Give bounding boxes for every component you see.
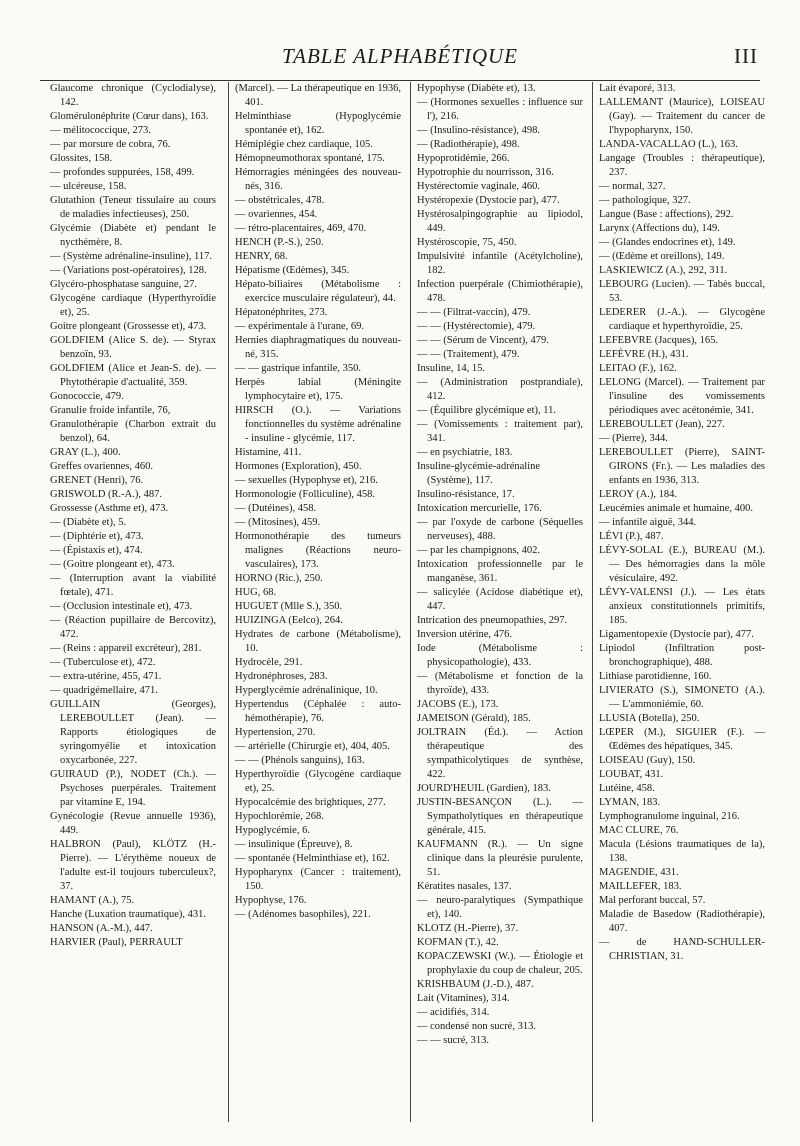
index-entry: — salicylée (Acidose diabétique et), 447. xyxy=(417,587,583,612)
index-entry: Insulino-résistance, 17. xyxy=(417,489,515,500)
index-entry: Gonococcie, 479. xyxy=(50,391,124,402)
index-entry: — (Réaction pupillaire de Bercovitz), 472. xyxy=(50,615,216,640)
index-entry: Hépatisme (Œdèmes), 345. xyxy=(235,265,350,276)
index-entry: LEBOURG (Lucien). — Tabès buccal, 53. xyxy=(599,279,765,304)
index-entry: Glycéro-phosphatase sanguine, 27. xyxy=(50,279,197,290)
index-entry: — spontanée (Helminthiase et), 162. xyxy=(235,853,390,864)
index-entry: Glossites, 158. xyxy=(50,153,113,164)
index-entry: — (Système adrénaline-insuline), 117. xyxy=(50,251,213,262)
index-entry: — en psychiatrie, 183. xyxy=(417,447,513,458)
index-entry: — acidifiés, 314. xyxy=(417,1007,490,1018)
index-entry: — (Tuberculose et), 472. xyxy=(50,657,156,668)
index-entry: Hormonothérapie des tumeurs malignes (Réactions neuro-vasculaires), 173. xyxy=(235,531,401,570)
index-entry: Hypoglycémie, 6. xyxy=(235,825,310,836)
index-entry: Glycogène cardiaque (Hyperthyroïdie et), 25. xyxy=(50,293,216,318)
index-entry: Greffes ovariennes, 460. xyxy=(50,461,154,472)
index-entry: — (Interruption avant la viabilité fœtale), 471. xyxy=(50,573,216,598)
index-entry: LYMAN, 183. xyxy=(599,797,661,808)
index-entry: Hystéropexie (Dystocie par), 477. xyxy=(417,195,560,206)
index-entry: — — (Phénols sanguins), 163. xyxy=(235,755,365,766)
index-entry: Mal perforant buccal, 57. xyxy=(599,895,706,906)
index-entry: — sexuelles (Hypophyse et), 216. xyxy=(235,475,378,486)
index-entry: LEDERER (J.-A.). — Glycogène cardiaque et hyperthyroïdie, 25. xyxy=(599,307,765,332)
index-entry: — obstétricales, 478. xyxy=(235,195,325,206)
index-entry: HARVIER (Paul), PERRAULT xyxy=(50,937,183,948)
index-entry: — expérimentale à l'urane, 69. xyxy=(235,321,365,332)
page-title: TABLE ALPHABÉTIQUE xyxy=(282,44,518,68)
index-entry: Hormonologie (Folliculine), 458. xyxy=(235,489,375,500)
page-header xyxy=(40,40,760,81)
index-entry: Langue (Base : affections), 292. xyxy=(599,209,734,220)
index-entry: — (Radiothérapie), 498. xyxy=(417,139,520,150)
index-entry: Hypertension, 270. xyxy=(235,727,316,738)
index-entry: Lutéine, 458. xyxy=(599,783,655,794)
index-entry: — neuro-paralytiques (Sympathique et), 140. xyxy=(417,895,583,920)
index-entry: Hystérosalpingographie au lipiodol, 449. xyxy=(417,209,583,234)
index-entry: GUIRAUD (P.), NODET (Ch.). — Psychoses puerpérales. Traitement par vitamine E, 194. xyxy=(50,769,216,808)
index-entry: — (Mitosines), 459. xyxy=(235,517,321,528)
index-entry: KAUFMANN (R.). — Un signe clinique dans la pleurésie purulente, 51. xyxy=(417,839,583,878)
index-entry: HENRY, 68. xyxy=(235,251,288,262)
index-entry: LOISEAU (Guy), 150. xyxy=(599,755,696,766)
index-entry: — ovariennes, 454. xyxy=(235,209,318,220)
index-entry: Lipiodol (Infiltration post-bronchographique), 488. xyxy=(599,643,765,668)
index-entry: JUSTIN-BESANÇON (L.). — Sympatholytiques en thérapeutique générale, 415. xyxy=(417,797,583,836)
index-entry: Insuline-glycémie-adrénaline (Système), 117. xyxy=(417,461,541,486)
index-entry: HUG, 68. xyxy=(235,587,277,598)
index-entry: — (Insulino-résistance), 498. xyxy=(417,125,541,136)
index-entry: — (Hormones sexuelles : influence sur l'), 216. xyxy=(417,97,583,122)
index-entry: HUGUET (Mlle S.), 350. xyxy=(235,601,343,612)
index-entry: Infection puerpérale (Chimiothérapie), 478. xyxy=(417,279,583,304)
index-entry: — (Équilibre glycémique et), 11. xyxy=(417,405,556,416)
index-entry: — normal, 327. xyxy=(599,181,666,192)
index-entry: — par l'oxyde de carbone (Séquelles nerveuses), 488. xyxy=(417,517,583,542)
index-entry: JOURD'HEUIL (Gardien), 183. xyxy=(417,783,551,794)
index-entry: Hernies diaphragmatiques du nouveau-né, 315. xyxy=(235,335,401,360)
index-entry: Insuline, 14, 15. xyxy=(417,363,485,374)
index-entry: HANSON (A.-M.), 447. xyxy=(50,923,153,934)
index-entry: LLUSIA (Botella), 250. xyxy=(599,713,700,724)
index-entry: HENCH (P.-S.), 250. xyxy=(235,237,324,248)
index-entry: Hypocalcémie des brightiques, 277. xyxy=(235,797,386,808)
index-column-3 xyxy=(410,82,583,1122)
index-entry: KOFMAN (T.), 42. xyxy=(417,937,499,948)
index-entry: Glaucome chronique (Cyclodialyse), 142. xyxy=(50,83,216,108)
index-entry: — — (Hystérectomie), 479. xyxy=(417,321,536,332)
index-entry: Intoxication professionnelle par le manganèse, 361. xyxy=(417,559,583,584)
index-entry: Goitre plongeant (Grossesse et), 473. xyxy=(50,321,207,332)
index-entry: — (Diphtérie et), 473. xyxy=(50,531,144,542)
index-entry: LEFÈVRE (H.), 431. xyxy=(599,349,689,360)
index-entry: Inversion utérine, 476. xyxy=(417,629,513,640)
index-entry: Herpès labial (Méningite lymphocytaire et), 175. xyxy=(235,377,401,402)
index-entry: MAC CLURE, 76. xyxy=(599,825,679,836)
index-entry: — — sucré, 313. xyxy=(417,1035,490,1046)
index-entry: Iode (Métabolisme : physicopathologie), 433. xyxy=(417,643,583,668)
index-entry: — profondes suppurées, 158, 499. xyxy=(50,167,195,178)
index-entry: Langage (Troubles : thérapeutique), 237. xyxy=(599,153,765,178)
index-entry: — — (Traitement), 479. xyxy=(417,349,520,360)
index-entry: Hypertendus (Céphalée : auto-hémothérapie), 76. xyxy=(235,699,401,724)
index-entry: Hydronéphroses, 283. xyxy=(235,671,328,682)
index-entry: Hémorragies méningées des nouveau-nés, 316. xyxy=(235,167,401,192)
index-entry: Glomérulonéphrite (Cœur dans), 163. xyxy=(50,111,209,122)
index-entry: Intoxication mercurielle, 176. xyxy=(417,503,542,514)
index-entry: — — (Filtrat-vaccin), 479. xyxy=(417,307,531,318)
index-entry: — par morsure de cobra, 76. xyxy=(50,139,171,150)
index-entry: Ligamentopexie (Dystocie par), 477. xyxy=(599,629,754,640)
index-entry: — (Épistaxis et), 474. xyxy=(50,545,143,556)
index-entry: LANDA-VACALLAO (L.), 163. xyxy=(599,139,738,150)
index-columns xyxy=(50,82,780,1122)
index-entry: Glutathion (Teneur tissulaire au cours de maladies infectieuses), 250. xyxy=(50,195,216,220)
index-entry: — (Dutéines), 458. xyxy=(235,503,317,514)
index-entry: GRAY (L.), 400. xyxy=(50,447,121,458)
index-entry: Lymphogranulome inguinal, 216. xyxy=(599,811,740,822)
index-entry: KRISHBAUM (J.-D.), 487. xyxy=(417,979,534,990)
index-entry: — (Goitre plongeant et), 473. xyxy=(50,559,175,570)
index-entry: KLOTZ (H.-Pierre), 37. xyxy=(417,923,519,934)
index-entry: — de HAND-SCHULLER-CHRISTIAN, 31. xyxy=(599,937,765,962)
index-entry: — (Métabolisme et fonction de la thyroïde), 433. xyxy=(417,671,583,696)
index-entry: Granulie froide infantile, 76, xyxy=(50,405,171,416)
index-entry: HIRSCH (O.). — Variations fonctionnelles du système adrénaline - insuline - glycémie, 117. xyxy=(235,405,401,444)
index-entry: Hyperglycémie adrénalinique, 10. xyxy=(235,685,378,696)
index-entry: Hépato-biliaires (Métabolisme : exercice musculaire régulateur), 44. xyxy=(235,279,401,304)
index-entry: Hypochlorémie, 268. xyxy=(235,811,324,822)
index-entry: LÉVY-SOLAL (E.), BUREAU (M.). — Des hémorragies dans la môle vésiculaire, 492. xyxy=(599,545,765,584)
index-entry: HAMANT (A.), 75. xyxy=(50,895,135,906)
index-entry: — (Diabète et), 5. xyxy=(50,517,127,528)
index-entry: LÉVI (P.), 487. xyxy=(599,531,664,542)
index-entry: — condensé non sucré, 313. xyxy=(417,1021,536,1032)
index-entry: LALLEMANT (Maurice), LOISEAU (Gay). — Traitement du cancer de l'hypopharynx, 150. xyxy=(599,97,765,136)
index-entry: LÉVY-VALENSI (J.). — Les états anxieux constitutionnels primitifs, 185. xyxy=(599,587,765,626)
index-entry: (Marcel). — La thérapeutique en 1936, 401. xyxy=(235,83,401,108)
index-entry: LEFEBVRE (Jacques), 165. xyxy=(599,335,718,346)
index-entry: Leucémies animale et humaine, 400. xyxy=(599,503,753,514)
index-entry: Hypoprotidémie, 266. xyxy=(417,153,510,164)
index-entry: — (Variations post-opératoires), 128. xyxy=(50,265,207,276)
index-entry: Hypophyse (Diabète et), 13. xyxy=(417,83,536,94)
index-entry: — (Œdème et oreillons), 149. xyxy=(599,251,725,262)
index-entry: Glycémie (Diabète et) pendant le nycthémère, 8. xyxy=(50,223,216,248)
index-entry: MAGENDIE, 431. xyxy=(599,867,679,878)
index-entry: JAMEISON (Gérald), 185. xyxy=(417,713,531,724)
index-entry: — infantile aiguë, 344. xyxy=(599,517,697,528)
index-entry: Intrication des pneumopathies, 297. xyxy=(417,615,568,626)
index-entry: — — gastrique infantile, 350. xyxy=(235,363,361,374)
index-entry: — (Occlusion intestinale et), 473. xyxy=(50,601,193,612)
index-entry: Lithiase parotidienne, 160. xyxy=(599,671,712,682)
index-entry: Hémopneumothorax spontané, 175. xyxy=(235,153,385,164)
index-entry: GOLDFIEM (Alice S. de). — Styrax benzoïn, 93. xyxy=(50,335,216,360)
index-entry: LASKIEWICZ (A.), 292, 311. xyxy=(599,265,728,276)
index-entry: Lait (Vitamines), 314. xyxy=(417,993,510,1004)
index-entry: Hyperthyroïdie (Glycogène cardiaque et), 25. xyxy=(235,769,401,794)
index-entry: LIVIERATO (S.), SIMONETO (A.). — L'ammoniémie, 60. xyxy=(599,685,765,710)
index-entry: Hypotrophie du nourrisson, 316. xyxy=(417,167,554,178)
index-entry: Hypophyse, 176. xyxy=(235,895,307,906)
index-entry: — mélitococcique, 273. xyxy=(50,125,151,136)
index-entry: — (Adénomes basophiles), 221. xyxy=(235,909,371,920)
index-column-4 xyxy=(592,82,765,1122)
index-entry: — insulinique (Épreuve), 8. xyxy=(235,839,353,850)
index-entry: MAILLEFER, 183. xyxy=(599,881,682,892)
index-entry: Granulothérapie (Charbon extrait du benzol), 64. xyxy=(50,419,216,444)
index-entry: — quadrigémellaire, 471. xyxy=(50,685,158,696)
index-entry: Hépatonéphrites, 273. xyxy=(235,307,328,318)
index-entry: Grossesse (Asthme et), 473. xyxy=(50,503,169,514)
index-entry: Hydrocèle, 291. xyxy=(235,657,303,668)
index-entry: Hystérectomie vaginale, 460. xyxy=(417,181,541,192)
index-entry: GRISWOLD (R.-A.), 487. xyxy=(50,489,162,500)
page-number: III xyxy=(734,44,758,68)
index-entry: JACOBS (E.), 173. xyxy=(417,699,499,710)
index-entry: Hystéroscopie, 75, 450. xyxy=(417,237,517,248)
index-entry: Histamine, 411. xyxy=(235,447,302,458)
index-column-1 xyxy=(50,82,216,1122)
index-entry: KOPACZEWSKI (W.). — Étiologie et prophylaxie du coup de chaleur, 205. xyxy=(417,951,583,976)
index-column-2 xyxy=(228,82,401,1122)
index-entry: — par les champignons, 402. xyxy=(417,545,541,556)
index-entry: LEROY (A.), 184. xyxy=(599,489,678,500)
index-entry: Lait évaporé, 313. xyxy=(599,83,676,94)
index-entry: — (Administration postprandiale), 412. xyxy=(417,377,583,402)
index-entry: — rétro-placentaires, 469, 470. xyxy=(235,223,367,234)
index-entry: — pathologique, 327. xyxy=(599,195,691,206)
index-entry: — — (Sérum de Vincent), 479. xyxy=(417,335,549,346)
index-entry: JOLTRAIN (Éd.). — Action thérapeutique des sympathicolytiques de synthèse, 422. xyxy=(417,727,583,780)
index-entry: Macula (Lésions traumatiques de la), 138. xyxy=(599,839,765,864)
index-entry: HORNO (Ric.), 250. xyxy=(235,573,323,584)
index-entry: — ulcéreuse, 158. xyxy=(50,181,127,192)
index-entry: Maladie de Basedow (Radiothérapie), 407. xyxy=(599,909,765,934)
index-entry: — (Glandes endocrines et), 149. xyxy=(599,237,736,248)
index-entry: — (Vomissements : traitement par), 341. xyxy=(417,419,583,444)
index-entry: GRENET (Henri), 76. xyxy=(50,475,144,486)
index-entry: Hémiplégie chez cardiaque, 105. xyxy=(235,139,373,150)
index-entry: Hanche (Luxation traumatique), 431. xyxy=(50,909,206,920)
index-entry: — (Pierre), 344. xyxy=(599,433,668,444)
index-entry: GOLDFIEM (Alice et Jean-S. de). — Phytothérapie d'actualité, 359. xyxy=(50,363,216,388)
index-entry: Gynécologie (Revue annuelle 1936), 449. xyxy=(50,811,216,836)
index-entry: LEREBOULLET (Pierre), SAINT-GIRONS (Fr.). — Les maladies des enfants en 1936, 313. xyxy=(599,447,765,486)
index-entry: — extra-utérine, 455, 471. xyxy=(50,671,162,682)
index-entry: Helminthiase (Hypoglycémie spontanée et), 162. xyxy=(235,111,401,136)
index-entry: GUILLAIN (Georges), LEREBOULLET (Jean). — Rapports étiologiques de syringomyélie et intoxication oxycarbonée, 227. xyxy=(50,699,216,766)
index-entry: LOUBAT, 431. xyxy=(599,769,664,780)
index-entry: Hydrates de carbone (Métabolisme), 10. xyxy=(235,629,401,654)
index-entry: Hypopharynx (Cancer : traitement), 150. xyxy=(235,867,401,892)
index-entry: LEITAO (F.), 162. xyxy=(599,363,677,374)
index-entry: LELONG (Marcel). — Traitement par l'insuline des vomissements périodiques avec acétonémie, 341. xyxy=(599,377,765,416)
index-entry: LEREBOULLET (Jean), 227. xyxy=(599,419,725,430)
index-entry: Kératites nasales, 137. xyxy=(417,881,512,892)
index-entry: Impulsivité infantile (Acétylcholine), 182. xyxy=(417,251,583,276)
index-entry: LŒPER (M.), SIGUIER (F.). — Œdèmes des hépatiques, 345. xyxy=(599,727,765,752)
index-entry: HALBRON (Paul), KLÖTZ (H.-Pierre). — L'érythème noueux de l'adulte est-il toujours tuberculeux?, 37. xyxy=(50,839,216,892)
index-entry: — (Reins : appareil excréteur), 281. xyxy=(50,643,202,654)
index-entry: HUIZINGA (Eelco), 264. xyxy=(235,615,343,626)
index-entry: — artérielle (Chirurgie et), 404, 405. xyxy=(235,741,390,752)
index-entry: Larynx (Affections du), 149. xyxy=(599,223,720,234)
index-entry: Hormones (Exploration), 450. xyxy=(235,461,362,472)
